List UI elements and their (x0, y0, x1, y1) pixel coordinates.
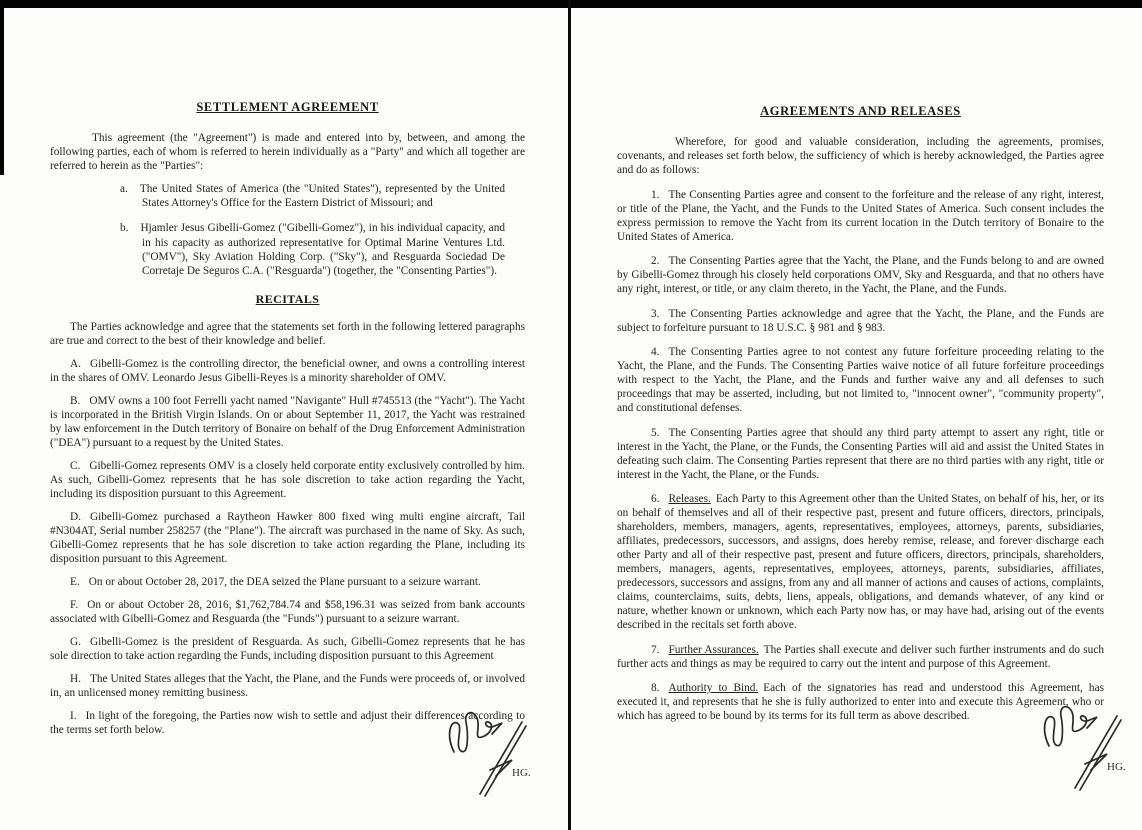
recital-C (50, 459, 525, 501)
party-label: b. (120, 222, 129, 235)
signature-slash-2 (1080, 720, 1121, 790)
agreement-item-4 (617, 345, 1104, 415)
recital-label: D. (70, 511, 81, 524)
recital-label: C. (70, 460, 81, 473)
scan-edge-top (0, 0, 1142, 8)
recital-label: G. (70, 636, 81, 649)
item-number: 1. (651, 188, 660, 201)
item-number: 3. (651, 307, 660, 320)
item-text: The Consenting Parties agree that the Yacht, the Plane, and the Funds belong to and are owned by Gibelli-Gomez through his closely held corporations OMV, Sky and Resguarda, and that no others have any right, interest, or title, or any claim thereto, in the Yacht, the Plane, and the Funds. (617, 255, 1104, 295)
recital-G (50, 635, 525, 663)
item-text: The Parties shall execute and deliver such further instruments and do such further acts and things as may be required to carry out the intent and purpose of this Agreement. (617, 643, 1104, 670)
party-text: The United States of America (the "United States"), represented by the United States Attorney's Office for the Eastern District of Missouri; and (139, 183, 505, 210)
page-title: AGREEMENTS AND RELEASES (760, 104, 961, 118)
item-text: The Consenting Parties agree to not contest any future forfeiture proceeding relating to the Yacht, the Plane, and the Funds. The Consenting Parties waive notice of all future forfeiture proceedings with respect to the Yacht, the Plane, and the Funds and further waive any and all defenses to such proceedings that may be asserted, including, but not limited to, "innocent owner", "community property", and constitutional defenses. (617, 346, 1104, 414)
item-text: Each Party to this Agreement other than the United States, on behalf of his, her, or its on behalf of themselves and all of their respective past, present and future officers, directors, principals, shareholders, members, managers, agents, representatives, employees, attorneys, parents, subsidiaries, affiliates, predecessors, successors, and assigns, does hereby remise, release, and forever discharge each other Party and all of their respective past, present and future officers, directors, principals, shareholders, members, managers, agents, representatives, employees, attorneys, parents, subsidiaries, affiliates, predecessors, successors and assigns, from any and all manner of actions and causes of actions, complaints, claims, counterclaims, suits, debts, liens, appeals, obligations, and demands whatever, of any kind or nature, whether known or unknown, which each Party now has, or may have had, arising out of the events described in the recitals set forth above. (617, 493, 1104, 631)
recital-text: In light of the foregoing, the Parties now wish to settle and adjust their differences according to the terms set forth below. (50, 710, 525, 737)
agreement-item-2 (617, 254, 1104, 296)
party-item-b (120, 221, 505, 278)
item-text: The Consenting Parties acknowledge and agree that the Yacht, the Plane, and the Funds are subject to forfeiture pursuant to 18 U.S.C. § 981 and § 983. (617, 307, 1104, 334)
recital-text: Gibelli-Gomez represents OMV is a closely held corporate entity exclusively controlled by him. As such, Gibelli-Gomez represents that he has sole discretion to take action regarding the Yacht, including its disposition pursuant to this Agreement. (50, 460, 525, 501)
signature-scribble (450, 713, 502, 752)
recital-text: OMV owns a 100 foot Ferrelli yacht named "Navigante" Hull #745513 (the "Yacht"). The Yacht is incorporated in the British Virgin Islands. On or about September 11, 2017, the Yacht was restrained by law enforcement in the Dutch territory of Bonaire on behalf of the Drug Enforcement Administration ("DEA") pursuant to a request by the United States. (50, 395, 525, 450)
item-text: Each of the signatories has read and understood this Agreement, has executed it, and represents that he she is fully authorized to enter into and execute this Agreement, who or which has agreed to be bound by its terms for its full term as above described. (617, 682, 1104, 722)
item-number: 6. (651, 493, 660, 505)
recital-text: Gibelli-Gomez is the president of Resguarda. As such, Gibelli-Gomez represents that he has sole direction to take action regarding the Funds, including disposition pursuant to this Agreement (50, 636, 525, 663)
page-title: SETTLEMENT AGREEMENT (196, 100, 379, 114)
recital-label: A. (70, 358, 81, 371)
signature-scribble (1045, 707, 1097, 746)
intro-paragraph: This agreement (the "Agreement") is made and entered into by, between, and among the following parties, each of whom is referred to herein individually as a "Party" and which all together are referred to herein as the "Parties": (50, 132, 525, 172)
party-label: a. (120, 183, 128, 195)
recital-text: On or about October 28, 2016, $1,762,784.74 and $58,196.31 was seized from bank accounts associated with Gibelli-Gomez and Resguarda (the "Funds") pursuant to a seizure warrant. (50, 599, 525, 626)
agreement-item-7-further-assurances (617, 643, 1104, 671)
agreement-item-8-authority-to-bind (617, 681, 1104, 723)
party-text: Hjamler Jesus Gibelli-Gomez ("Gibelli-Gomez"), in his individual capacity, and in his capacity as authorized representative for Optimal Marine Ventures Ltd. ("OMV"), Sky Aviation Holding Corp. ("Sky"), and Resguarda Sociedad De Corretaje De Seguros C.A. ("Resguarda") (together, the "Consenting Parties"). (140, 222, 505, 278)
page-right-agreements-and-releases (571, 8, 1142, 830)
signature-slash-1 (1075, 716, 1117, 788)
handwritten-initials-mark (440, 696, 548, 798)
recital-label: H. (70, 673, 81, 686)
signature-slash-2 (485, 726, 526, 796)
item-number: 4. (651, 346, 660, 358)
item-heading: Releases. (668, 493, 711, 505)
item-text: The Consenting Parties agree and consent to the forfeiture and the release of any right, interest, or title of the Plane, the Yacht, and the Funds to the United States of America. Such consent includes the express permission to remove the Yacht from its current location in the Dutch territory of Bonaire to the United States of America. (617, 188, 1104, 243)
item-heading: Authority to Bind. (668, 682, 759, 694)
agreement-item-5 (617, 426, 1104, 482)
item-number: 5. (651, 426, 660, 439)
item-heading: Further Assurances. (668, 643, 759, 656)
initials-text: HG. (512, 767, 531, 779)
handwritten-initials-mark (1035, 690, 1142, 792)
recital-D (50, 510, 525, 566)
page-left-settlement-agreement (0, 8, 568, 830)
agreement-item-3 (617, 307, 1104, 335)
recital-label: B. (70, 395, 81, 408)
item-number: 8. (651, 682, 660, 694)
signature-slash-1 (480, 722, 522, 794)
recital-text: Gibelli-Gomez is the controlling director, the beneficial owner, and owns a controlling interest in the shares of OMV. Leonardo Jesus Gibelli-Reyes is a minority shareholder of OMV. (50, 358, 525, 385)
recital-F (50, 598, 525, 626)
agreement-item-6-releases (617, 492, 1104, 632)
recital-label: F. (70, 599, 79, 612)
party-item-a (120, 182, 505, 210)
recitals-heading: RECITALS (255, 292, 320, 307)
initials-text: HG. (1107, 761, 1126, 773)
recitals-intro: The Parties acknowledge and agree that the statements set forth in the following lettered paragraphs are true and correct to the best of their knowledge and belief. (50, 321, 525, 348)
item-number: 2. (651, 255, 660, 267)
recital-text: Gibelli-Gomez purchased a Raytheon Hawker 800 fixed wing multi engine aircraft, Tail #N304AT, Serial number 258257 (the "Plane"). The aircraft was purchased in the name of Sky. As such, Gibelli-Gomez represents that he has sole discretion to take action regarding the Plane, including its disposition pursuant to this Agreement. (50, 511, 525, 566)
recital-B (50, 394, 525, 450)
agreement-item-1 (617, 188, 1104, 244)
recital-text: On or about October 28, 2017, the DEA seized the Plane pursuant to a seizure warrant. (88, 576, 481, 589)
recital-A (50, 357, 525, 385)
intro-paragraph: Wherefore, for good and valuable consideration, including the agreements, promises, covenants, and releases set forth below, the sufficiency of which is hereby acknowledged, the Parties agree and do as follows: (617, 136, 1104, 176)
recital-label: E. (70, 576, 80, 589)
recital-E (50, 575, 525, 589)
recital-label: I. (70, 710, 77, 723)
item-text: The Consenting Parties agree that should any third party attempt to assert any right, title or interest in the Yacht, the Plane, or the Funds, the Consenting Parties will aid and assist the United States in defeating such claim. The Consenting Parties represent that there are no third parties with any right, title or interest in the Yacht, the Plane, or the Funds. (617, 426, 1104, 481)
recital-text: The United States alleges that the Yacht, the Plane, and the Funds were proceeds of, or involved in, an unlicensed money remitting business. (50, 673, 525, 700)
item-number: 7. (651, 643, 660, 656)
